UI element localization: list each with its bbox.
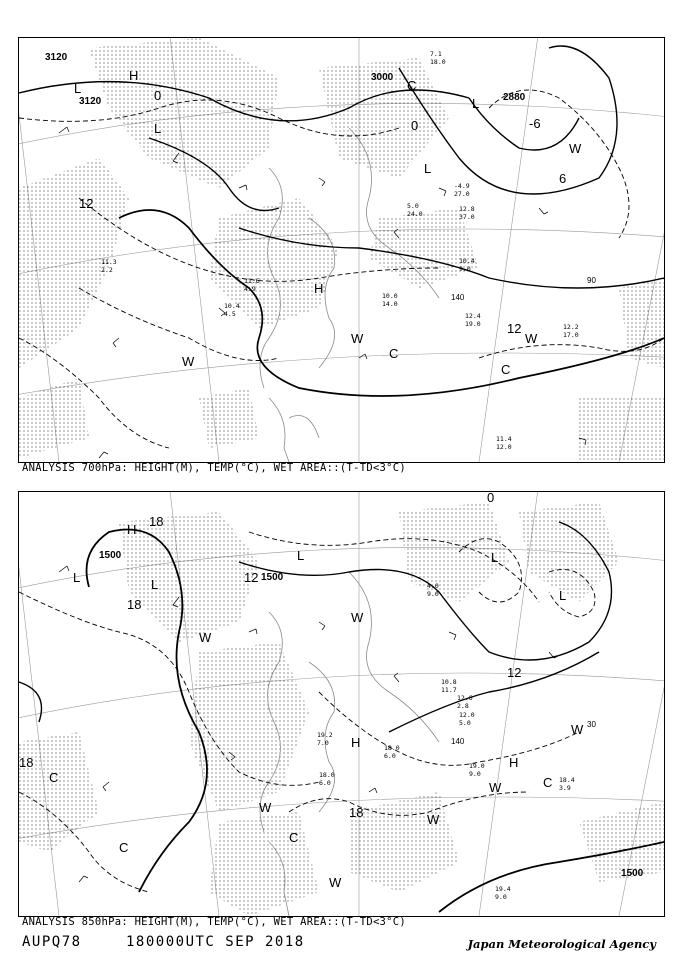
isotherm-label: 12: [79, 196, 94, 211]
station-value-bottom: 37.0: [459, 213, 475, 221]
isotherm-label: 18: [127, 597, 142, 612]
station-value-bottom: 6.0: [319, 779, 331, 787]
station-value-bottom: 3.9: [559, 784, 571, 792]
station-value-top: 12.2: [563, 323, 579, 331]
station-value-bottom: 9.0: [495, 893, 507, 901]
wind-barbs: [59, 566, 558, 882]
warm-mark: W: [351, 610, 364, 625]
warm-mark: W: [489, 780, 502, 795]
height-label: 1500: [261, 572, 284, 583]
cold-mark: C: [289, 830, 299, 845]
station-value-top: 11.4: [496, 435, 512, 443]
station-value-bottom: 11.7: [441, 686, 457, 694]
station-value-bottom: 14.0: [382, 300, 398, 308]
caption-850hpa: ANALYSIS 850hPa: HEIGHT(M), TEMP(°C), WET AREA::(T-TD<3°C): [22, 916, 407, 928]
high-pressure-center: H: [509, 755, 519, 770]
station-value-bottom: 2.2: [101, 266, 113, 274]
warm-mark: W: [525, 331, 538, 346]
station-value-top: 10.4: [224, 302, 240, 310]
station-value-bottom: 6.0: [384, 752, 396, 760]
cold-mark: C: [501, 362, 511, 377]
map-panel-850hpa: [18, 491, 665, 917]
product-code: AUPQ78: [22, 934, 82, 950]
cold-mark: C: [389, 346, 399, 361]
station-value-bottom: 18.0: [430, 58, 446, 66]
grid-label: 30: [587, 720, 596, 729]
height-label: 2880: [503, 92, 526, 103]
wet-areas: [19, 502, 664, 916]
wet-areas: [19, 38, 664, 462]
height-label: 3000: [371, 72, 394, 83]
station-value-top: 18.0: [319, 771, 335, 779]
station-value-bottom: 9.0: [427, 590, 439, 598]
warm-mark: W: [569, 141, 582, 156]
station-value-bottom: 24.0: [407, 210, 423, 218]
station-value-top: 4.0: [427, 582, 439, 590]
low-pressure-center: L: [154, 121, 162, 136]
isotherm-label: 12: [244, 570, 259, 585]
station-value-bottom: 4.9: [244, 285, 256, 293]
low-pressure-center: L: [297, 548, 305, 563]
low-pressure-center: L: [424, 161, 432, 176]
station-value-top: 12.4: [465, 312, 481, 320]
caption-700hpa: ANALYSIS 700hPa: HEIGHT(M), TEMP(°C), WET AREA::(T-TD<3°C): [22, 462, 407, 474]
isotherm-label: 6: [559, 171, 567, 186]
low-pressure-center: L: [74, 81, 82, 96]
station-value-top: 18.0: [384, 744, 400, 752]
low-pressure-center: L: [472, 96, 480, 111]
low-pressure-center: L: [73, 570, 81, 585]
high-pressure-center: H: [129, 68, 139, 83]
station-value-top: 11.6: [244, 277, 260, 285]
station-value-bottom: 12.0: [496, 443, 512, 451]
station-value-top: 11.3: [101, 258, 117, 266]
cold-mark: C: [119, 840, 129, 855]
warm-mark: W: [199, 630, 212, 645]
station-value-top: 10.0: [382, 292, 398, 300]
warm-mark: W: [427, 812, 440, 827]
cold-mark: C: [407, 78, 417, 93]
height-label: 3120: [45, 52, 68, 63]
station-value-bottom: 19.0: [465, 320, 481, 328]
grid-label: 90: [587, 276, 596, 285]
station-value-bottom: 17.0: [563, 331, 579, 339]
station-value-bottom: 9.0: [469, 770, 481, 778]
isotherm-label: 18: [349, 805, 364, 820]
high-pressure-center: H: [314, 281, 324, 296]
station-value-top: 12.8: [459, 205, 475, 213]
high-pressure-center: H: [127, 522, 137, 537]
height-label: 3120: [79, 96, 102, 107]
station-value-top: 18.4: [559, 776, 575, 784]
station-value-top: 5.0: [407, 202, 419, 210]
warm-mark: W: [259, 800, 272, 815]
station-value-top: 10.4: [459, 257, 475, 265]
station-value-bottom: 2.8: [457, 702, 469, 710]
low-pressure-center: L: [151, 577, 159, 592]
grid-label: 140: [451, 737, 465, 746]
agency-name: Japan Meteorological Agency: [467, 937, 656, 951]
station-value-top: 7.1: [430, 50, 442, 58]
isotherm-label: 18: [149, 514, 164, 529]
warm-mark: W: [571, 722, 584, 737]
valid-time: 180000UTC SEP 2018: [126, 934, 305, 950]
height-label: 1500: [621, 868, 644, 879]
grid-label: 140: [451, 293, 465, 302]
station-value-bottom: 4.5: [224, 310, 236, 318]
high-pressure-center: H: [351, 735, 361, 750]
station-value-top: 19.0: [469, 762, 485, 770]
isotherm-label: 12: [507, 321, 522, 336]
map-700hpa-canvas: [19, 38, 664, 462]
isotherm-label: 0: [411, 118, 419, 133]
isotherm-label: 0: [154, 88, 162, 103]
height-label: 1500: [99, 550, 122, 561]
station-value-top: 12.0: [459, 711, 475, 719]
station-value-top: 12.6: [457, 694, 473, 702]
low-pressure-center: L: [559, 588, 567, 603]
cold-mark: C: [49, 770, 59, 785]
warm-mark: W: [329, 875, 342, 890]
station-value-top: -4.9: [454, 182, 470, 190]
station-value-top: 19.2: [317, 731, 333, 739]
station-value-bottom: 9.0: [459, 265, 471, 273]
isotherm-label: 18: [19, 755, 34, 770]
station-value-top: 10.8: [441, 678, 457, 686]
warm-mark: W: [351, 331, 364, 346]
map-panel-700hpa: [18, 37, 665, 463]
station-value-top: 19.4: [495, 885, 511, 893]
map-850hpa-canvas: [19, 492, 664, 916]
station-value-bottom: 5.0: [459, 719, 471, 727]
station-value-bottom: 7.0: [317, 739, 329, 747]
isotherm-label: -6: [529, 116, 541, 131]
cold-mark: C: [543, 775, 553, 790]
warm-mark: W: [182, 354, 195, 369]
isotherm-label: 0: [487, 492, 495, 505]
low-pressure-center: L: [491, 550, 499, 565]
station-value-bottom: 27.0: [454, 190, 470, 198]
isotherm-label: 12: [507, 665, 522, 680]
